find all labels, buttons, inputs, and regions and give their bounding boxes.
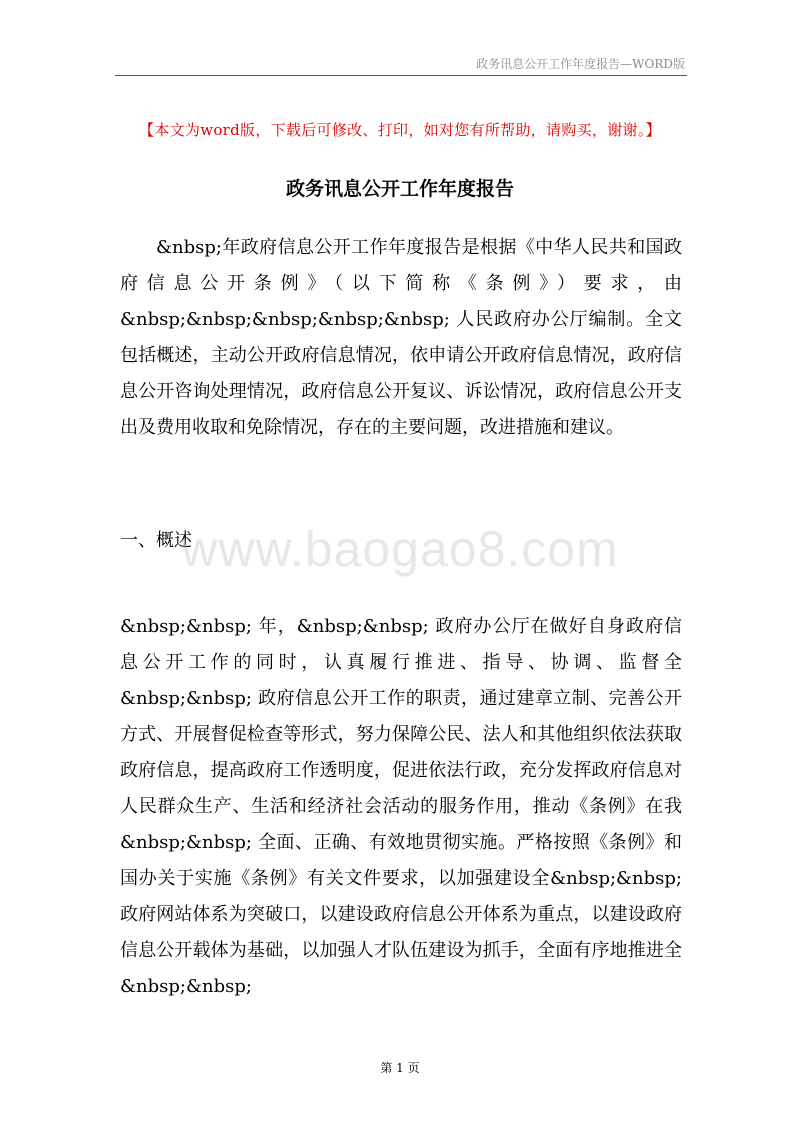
watermark: www.baogao8.com [181, 521, 619, 577]
running-header-title: 政务讯息公开工作年度报告—WORD版 [476, 57, 685, 71]
section-heading-overview: 一、概述 [120, 530, 192, 551]
document-title: 政务讯息公开工作年度报告 [285, 178, 514, 200]
purchase-notice: 【本文为word版，下载后可修改、打印，如对您有所帮助，请购买，谢谢。】 [139, 121, 661, 139]
page-number: 第 1 页 [380, 1061, 420, 1075]
header-divider [115, 75, 687, 76]
intro-paragraph: &nbsp;年政府信息公开工作年度报告是根据《中华人民共和国政府信息公开条例》（以下简称《条例》）要求，由&nbsp;&nbsp;&nbsp;&nbsp;&nbsp; 人民政府办公厅编制。全文包括概述，主动公开政府信息情况，依申请公开政府信息情况，政府信息公开咨询处理情况，政府信息公开复议、诉讼情况，政府信息公开支出及费用收取和免除情况，存在的主要问题，改进措施和建议。 [120, 237, 682, 438]
overview-paragraph: &nbsp;&nbsp; 年，&nbsp;&nbsp; 政府办公厅在做好自身政府信息公开工作的同时，认真履行推进、指导、协调、监督全&nbsp;&nbsp; 政府信息公开工作的职责，通过建章立制、完善公开方式、开展督促检查等形式，努力保障公民、法人和其他组织依法获取政府信息，提高政府工作透明度，促进依法行政，充分发挥政府信息对人民群众生产、生活和经济社会活动的服务作用，推动《条例》在我&nbsp;&nbsp; 全面、正确、有效地贯彻实施。严格按照《条例》和国办关于实施《条例》有关文件要求，以加强建设全&nbsp;&nbsp; 政府网站体系为突破口，以建设政府信息公开体系为重点，以建设政府信息公开载体为基础，以加强人才队伍建设为抓手，全面有序地推进全&nbsp;&nbsp; [120, 616, 682, 997]
